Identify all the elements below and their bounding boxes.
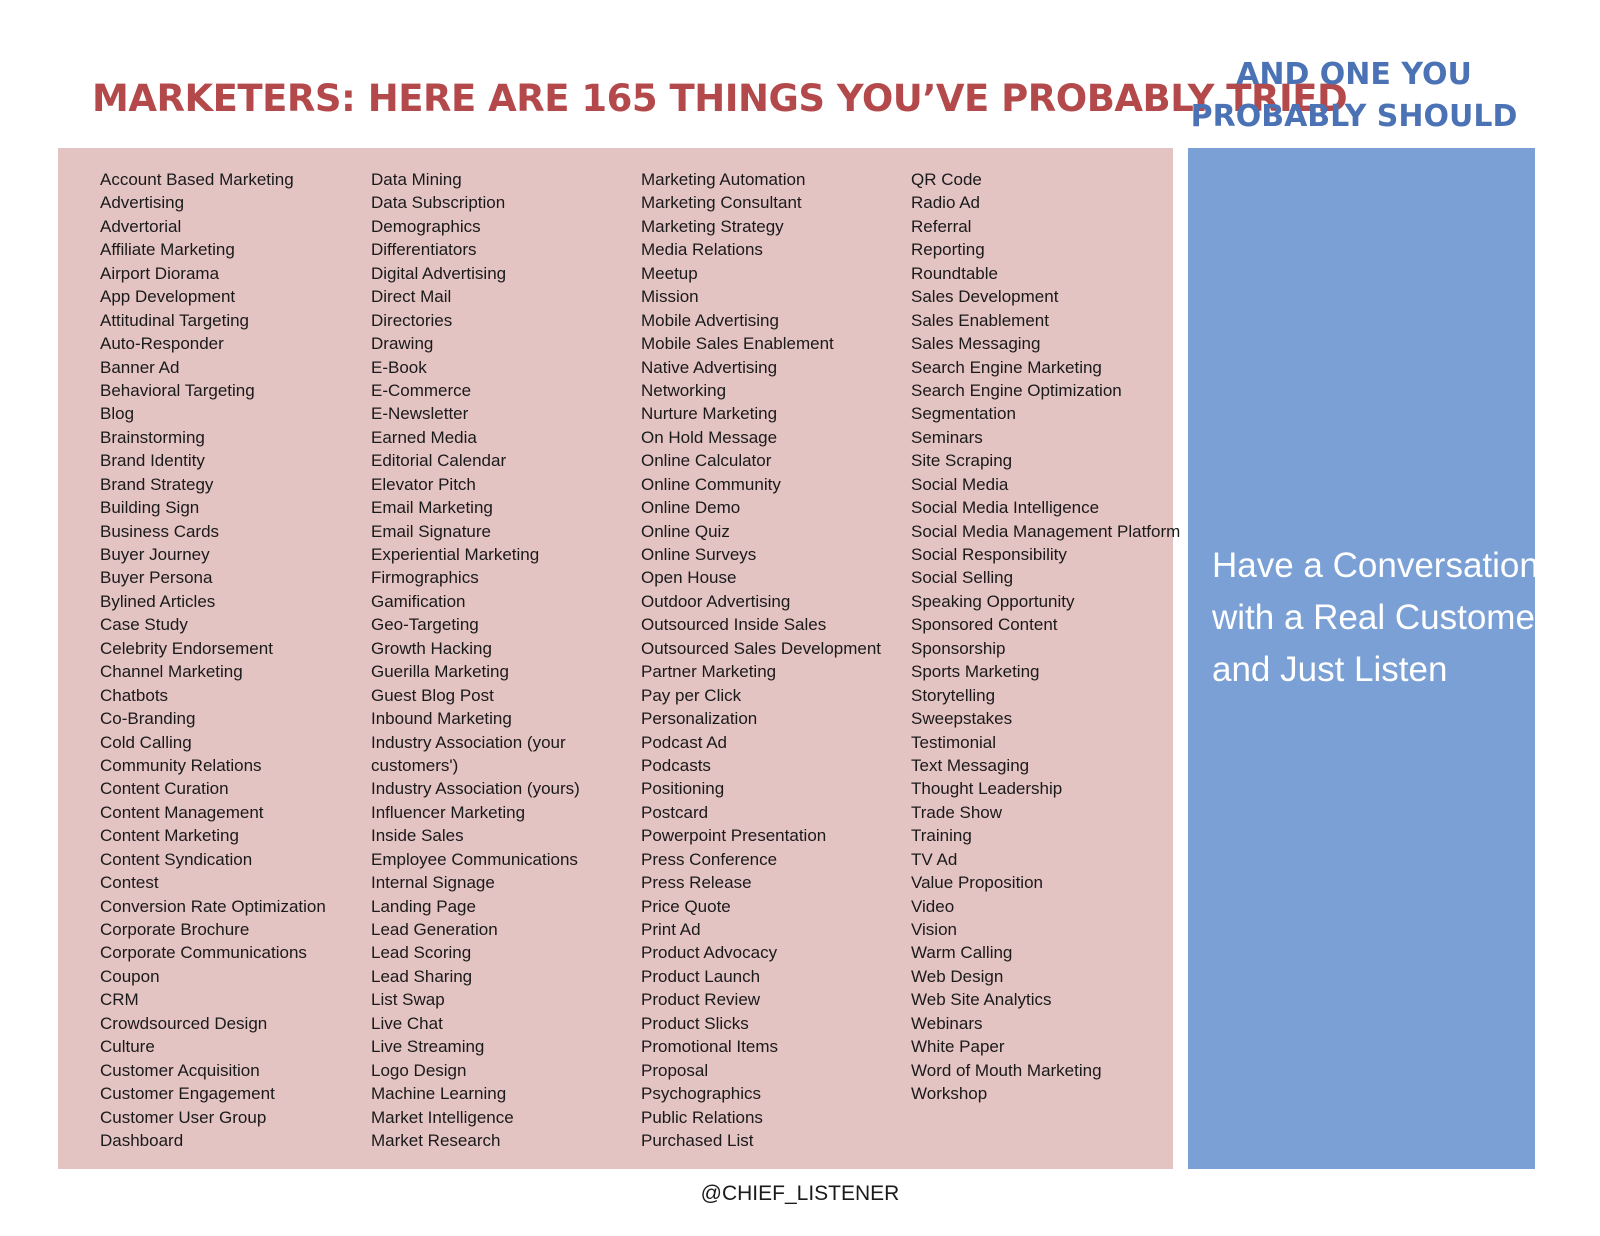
- tactic-item: Video: [911, 896, 955, 916]
- tactic-item: Cold Calling: [100, 732, 192, 752]
- tactic-item: Pay per Click: [641, 685, 742, 705]
- tactic-item: Media Relations: [641, 240, 763, 260]
- tactics-column-3: [641, 168, 891, 1152]
- tactic-item: Roundtable: [911, 263, 998, 283]
- tactic-item: Storytelling: [911, 685, 996, 705]
- tactic-item: Drawing: [371, 334, 434, 354]
- tactic-item: Product Review: [641, 990, 761, 1010]
- tactic-item: Building Sign: [100, 498, 200, 518]
- tactic-item: Print Ad: [641, 920, 701, 939]
- tactic-item: Community Relations: [100, 755, 262, 775]
- tactic-item: Airport Diorama: [100, 263, 220, 283]
- tactic-item: Case Study: [100, 615, 188, 635]
- tactic-item: Positioning: [641, 779, 725, 799]
- tactic-item: Mobile Advertising: [641, 310, 779, 330]
- tactic-item: Social Media: [911, 474, 1009, 494]
- tactic-item: Brand Strategy: [100, 474, 214, 494]
- tactic-item: Banner Ad: [100, 357, 180, 377]
- tactic-item: Sponsorship: [911, 638, 1006, 658]
- tactic-item: Press Conference: [641, 849, 778, 869]
- tactic-item: Geo-Targeting: [371, 615, 479, 635]
- tactic-item: Online Community: [641, 474, 781, 494]
- tactic-item: Web Design: [911, 966, 1004, 986]
- tactic-item: Firmographics: [371, 568, 479, 588]
- tactic-item: Press Release: [641, 873, 752, 893]
- tactic-item: Powerpoint Presentation: [641, 826, 827, 846]
- tactic-item: Business Cards: [100, 521, 220, 541]
- tactic-item: Email Signature: [371, 521, 492, 541]
- tactic-item: customers'): [371, 755, 459, 775]
- tactic-item: Industry Association (your: [371, 732, 566, 752]
- tactic-item: QR Code: [911, 170, 982, 189]
- tactic-item: Product Advocacy: [641, 943, 778, 963]
- answer-panel: [1188, 148, 1547, 1169]
- tactic-item: Advertising: [100, 193, 185, 213]
- tactic-item: Customer User Group: [100, 1107, 267, 1127]
- tactic-item: Logo Design: [371, 1060, 467, 1080]
- tactic-item: Gamification: [371, 591, 466, 611]
- tactic-item: E-Book: [371, 357, 427, 377]
- tactic-item: Channel Marketing: [100, 662, 243, 682]
- tactic-item: Corporate Brochure: [100, 920, 250, 939]
- tactic-item: Sponsored Content: [911, 615, 1058, 635]
- tactic-item: Warm Calling: [911, 943, 1013, 963]
- tactic-item: Data Mining: [371, 170, 462, 189]
- tactic-item: Price Quote: [641, 896, 731, 916]
- tactic-item: Speaking Opportunity: [911, 591, 1075, 611]
- tactic-item: Inbound Marketing: [371, 709, 512, 729]
- tactic-item: Mission: [641, 287, 699, 307]
- tactic-item: Sales Messaging: [911, 334, 1041, 354]
- tactic-item: Lead Sharing: [371, 966, 473, 986]
- tactic-item: Co-Branding: [100, 709, 196, 729]
- tactic-item: Celebrity Endorsement: [100, 638, 273, 658]
- tactics-column-2: [371, 168, 621, 1152]
- tactic-item: Partner Marketing: [641, 662, 777, 682]
- tactic-item: Podcast Ad: [641, 732, 728, 752]
- tactic-item: Affiliate Marketing: [100, 240, 235, 260]
- tactic-item: Content Management: [100, 802, 264, 822]
- tactic-item: Value Proposition: [911, 873, 1043, 893]
- tactic-item: TV Ad: [911, 849, 958, 869]
- tactics-column-4: [911, 168, 1181, 1106]
- tactics-column-1: [100, 168, 350, 1152]
- tactic-item: Psychographics: [641, 1084, 762, 1104]
- tactic-item: Seminars: [911, 427, 983, 447]
- tactic-item: Search Engine Marketing: [911, 357, 1102, 377]
- tactic-item: Live Streaming: [371, 1037, 485, 1057]
- tactic-item: Content Marketing: [100, 826, 239, 846]
- tactic-item: Nurture Marketing: [641, 404, 778, 424]
- tactic-item: Outsourced Inside Sales: [641, 615, 827, 635]
- tactic-item: Webinars: [911, 1013, 983, 1033]
- tactic-item: Landing Page: [371, 896, 476, 916]
- tactic-item: Online Quiz: [641, 521, 730, 541]
- tactic-item: List Swap: [371, 990, 445, 1010]
- main-title: MARKETERS: HERE ARE 165 THINGS YOU’VE PROBABLY TRIED: [92, 77, 1348, 120]
- tactic-item: Purchased List: [641, 1130, 754, 1150]
- tactic-item: Influencer Marketing: [371, 802, 526, 822]
- tactic-item: Vision: [911, 920, 957, 939]
- tactic-item: Marketing Automation: [641, 170, 806, 189]
- tactic-item: Employee Communications: [371, 849, 578, 869]
- tactic-item: Postcard: [641, 802, 709, 822]
- tactic-item: Proposal: [641, 1060, 709, 1080]
- tactic-item: E-Commerce: [371, 380, 472, 400]
- tactic-item: Marketing Consultant: [641, 193, 802, 213]
- tactic-item: Blog: [100, 404, 135, 424]
- tactic-item: Outdoor Advertising: [641, 591, 791, 611]
- answer-line-3: and Just Listen: [1212, 650, 1448, 689]
- tactic-item: Native Advertising: [641, 357, 778, 377]
- tactic-item: Corporate Communications: [100, 943, 307, 963]
- tactic-item: Direct Mail: [371, 287, 452, 307]
- tactic-item: Demographics: [371, 216, 481, 236]
- tactic-item: Sales Enablement: [911, 310, 1049, 330]
- tactic-item: Product Launch: [641, 966, 761, 986]
- tactic-item: Customer Engagement: [100, 1084, 275, 1104]
- tactic-item: Site Scraping: [911, 451, 1013, 471]
- tactic-item: Social Selling: [911, 568, 1014, 588]
- tactic-item: Personalization: [641, 709, 758, 729]
- tactic-item: Sweepstakes: [911, 709, 1013, 729]
- side-title-line-1: AND ONE YOU: [1236, 57, 1472, 92]
- tactic-item: Data Subscription: [371, 193, 506, 213]
- tactic-item: Social Media Management Platform: [911, 521, 1181, 541]
- tactic-item: Referral: [911, 216, 972, 236]
- tactic-item: Internal Signage: [371, 873, 495, 893]
- tactic-item: Growth Hacking: [371, 638, 492, 658]
- tactic-item: Coupon: [100, 966, 160, 986]
- tactic-item: App Development: [100, 287, 236, 307]
- tactic-item: Guest Blog Post: [371, 685, 494, 705]
- tactic-item: Brainstorming: [100, 427, 205, 447]
- tactic-item: Search Engine Optimization: [911, 380, 1122, 400]
- tactic-item: Lead Generation: [371, 920, 498, 939]
- tactic-item: Attitudinal Targeting: [100, 310, 250, 330]
- tactic-item: Dashboard: [100, 1130, 184, 1150]
- tactic-item: Open House: [641, 568, 737, 588]
- tactic-item: Editorial Calendar: [371, 451, 507, 471]
- tactic-item: Culture: [100, 1037, 155, 1057]
- tactic-item: Earned Media: [371, 427, 477, 447]
- tactic-item: Social Media Intelligence: [911, 498, 1100, 518]
- tactic-item: CRM: [100, 990, 139, 1010]
- tactic-item: Market Intelligence: [371, 1107, 514, 1127]
- tactic-item: Account Based Marketing: [100, 170, 294, 189]
- tactic-item: Podcasts: [641, 755, 711, 775]
- tactic-item: Trade Show: [911, 802, 1003, 822]
- tactic-item: E-Newsletter: [371, 404, 469, 424]
- tactic-item: Online Surveys: [641, 545, 757, 564]
- footer-handle: @CHIEF_LISTENER: [700, 1182, 900, 1205]
- tactic-item: Product Slicks: [641, 1013, 749, 1033]
- tactic-item: Advertorial: [100, 216, 182, 236]
- answer-line-2: with a Real Customer: [1212, 598, 1547, 637]
- tactic-item: Workshop: [911, 1084, 988, 1104]
- tactic-item: Differentiators: [371, 240, 477, 260]
- tactic-item: Bylined Articles: [100, 591, 216, 611]
- tactic-item: Live Chat: [371, 1013, 443, 1033]
- tactic-item: Thought Leadership: [911, 779, 1063, 799]
- tactic-item: Training: [911, 826, 972, 846]
- tactic-item: Machine Learning: [371, 1084, 507, 1104]
- tactic-item: Testimonial: [911, 732, 997, 752]
- tactic-item: Radio Ad: [911, 193, 980, 213]
- tactic-item: Customer Acquisition: [100, 1060, 260, 1080]
- tactics-list-panel: [58, 148, 1181, 1169]
- tactic-item: Industry Association (yours): [371, 779, 580, 799]
- tactic-item: On Hold Message: [641, 427, 778, 447]
- tactic-item: Social Responsibility: [911, 545, 1067, 564]
- tactic-item: Brand Identity: [100, 451, 205, 471]
- tactic-item: Promotional Items: [641, 1037, 778, 1057]
- tactic-item: White Paper: [911, 1037, 1005, 1057]
- tactic-item: Market Research: [371, 1130, 501, 1150]
- tactic-item: Sales Development: [911, 287, 1059, 307]
- tactic-item: Outsourced Sales Development: [641, 638, 882, 658]
- tactic-item: Conversion Rate Optimization: [100, 896, 326, 916]
- tactic-item: Segmentation: [911, 404, 1016, 424]
- tactic-item: Online Calculator: [641, 451, 772, 471]
- tactic-item: Networking: [641, 380, 727, 400]
- tactic-item: Buyer Journey: [100, 545, 210, 564]
- tactic-item: Content Syndication: [100, 849, 253, 869]
- tactic-item: Reporting: [911, 240, 985, 260]
- tactic-item: Auto-Responder: [100, 334, 224, 354]
- tactic-item: Chatbots: [100, 685, 169, 705]
- tactic-item: Directories: [371, 310, 453, 330]
- tactic-item: Sports Marketing: [911, 662, 1040, 682]
- tactic-item: Digital Advertising: [371, 263, 507, 283]
- tactic-item: Email Marketing: [371, 498, 493, 518]
- tactic-item: Marketing Strategy: [641, 216, 784, 236]
- tactic-item: Text Messaging: [911, 755, 1030, 775]
- tactic-item: Crowdsourced Design: [100, 1013, 268, 1033]
- side-title-line-2: PROBABLY SHOULD: [1190, 99, 1518, 134]
- tactic-item: Online Demo: [641, 498, 741, 518]
- tactic-item: Experiential Marketing: [371, 545, 540, 564]
- answer-text: [1212, 540, 1547, 696]
- tactic-item: Elevator Pitch: [371, 474, 476, 494]
- tactic-item: Word of Mouth Marketing: [911, 1060, 1102, 1080]
- tactic-item: Public Relations: [641, 1107, 763, 1127]
- tactic-item: Content Curation: [100, 779, 229, 799]
- answer-line-1: Have a Conversation: [1212, 546, 1539, 585]
- side-title: [1184, 54, 1524, 138]
- tactic-item: Inside Sales: [371, 826, 464, 846]
- tactic-item: Mobile Sales Enablement: [641, 334, 834, 354]
- tactic-item: Contest: [100, 873, 159, 893]
- tactic-item: Buyer Persona: [100, 568, 213, 588]
- tactic-item: Web Site Analytics: [911, 990, 1052, 1010]
- tactic-item: Lead Scoring: [371, 943, 472, 963]
- tactic-item: Guerilla Marketing: [371, 662, 509, 682]
- tactic-item: Meetup: [641, 263, 698, 283]
- tactic-item: Behavioral Targeting: [100, 380, 255, 400]
